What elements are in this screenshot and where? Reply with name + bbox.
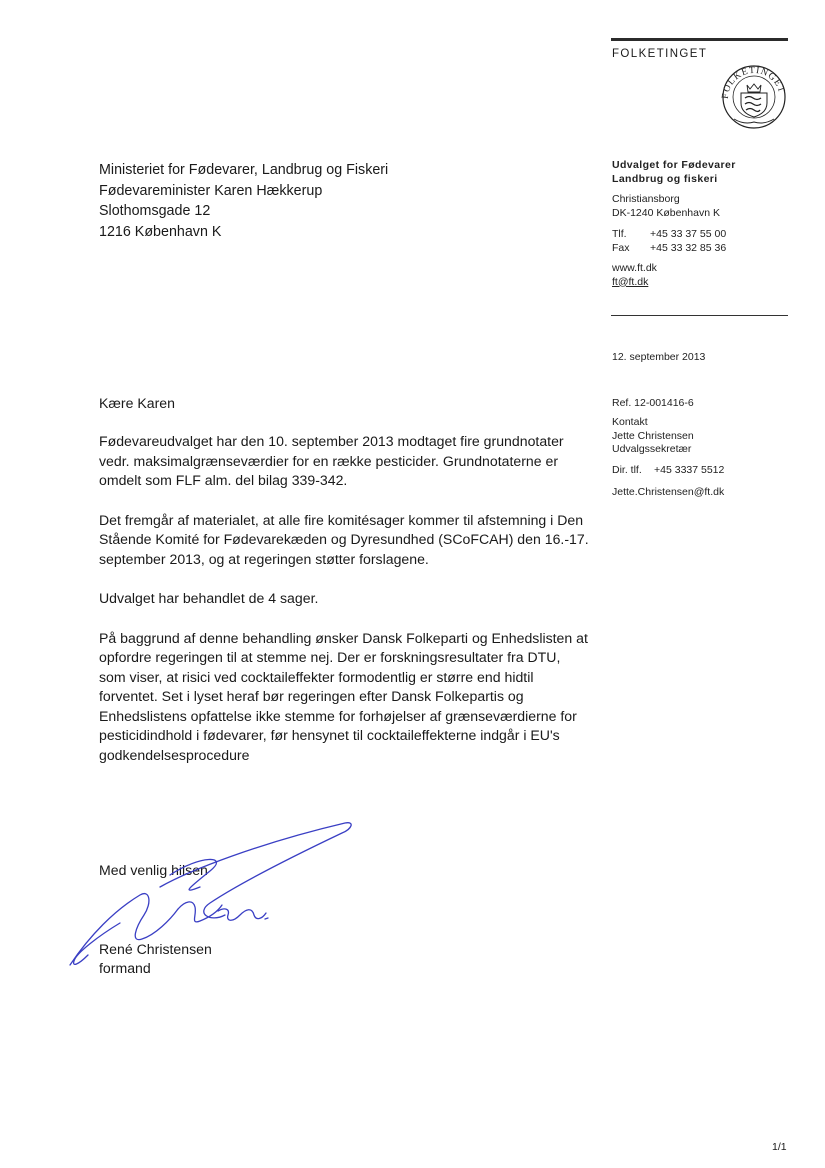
recipient-line: Ministeriet for Fødevarer, Landbrug og Fiskeri [99,162,389,178]
closing: Med venlig hilsen [99,862,208,878]
fax-line: Fax +45 33 32 85 36 [612,241,727,254]
direct-phone-line: Dir. tlf. +45 3337 5512 [612,464,725,476]
letterhead-rule [611,38,788,41]
sender-address: Christiansborg DK-1240 København K [612,193,720,219]
recipient-line: Slothomsgade 12 [99,203,211,219]
folketinget-seal-logo [719,63,789,129]
recipient-line: 1216 København K [99,223,222,240]
recipient-address [99,160,388,242]
letter-date: 12. september 2013 [612,351,706,363]
salutation: Kære Karen [99,395,175,411]
email-link[interactable]: ft@ft.dk [612,275,649,288]
phone-line: Tlf. +45 33 37 55 00 [612,228,727,240]
body-paragraph: Udvalget har behandlet de 4 sager. [99,590,319,606]
signer-title: formand [99,960,151,976]
organization-name: FOLKETINGET [612,48,708,60]
body-paragraph: Fødevareudvalget har den 10. september 2013 modtaget fire grundnotater vedr. maksimalgrænseværdier for en række pesticider. Grundnotaterne er omdelt som FLF alm. del bilag 339-342. [99,433,564,488]
body-paragraph: På baggrund af denne behandling ønsker Dansk Folkeparti og Enhedslisten at opfordre regeringen til at stemme nej. Der er forskningsresultater fra DTU, som viser, at risici ved cocktaileffekter formodentlig er større end hidtil forventet. Set i lyset heraf bør regeringen efter Dansk Folkepartis og Enhedslistens opfattelse ikke stemme for forhøjelser af grænseværdierne for pesticidindhold i fødevarer, før hensynet til cocktaileffekterne indgår i EU's godkendelsesprocedure [99,629,588,763]
committee-name: Udvalget for Fødevarer Landbrug og fiskeri [612,159,736,185]
recipient-line: Fødevareminister Karen Hækkerup [99,182,323,199]
sender-web-block [612,262,657,289]
sidebar-divider [611,315,788,316]
contact-block: Kontakt Jette Christensen Udvalgssekretær [612,416,694,455]
body-paragraph: Det fremgår af materialet, at alle fire komitésager kommer til afstemning i Den Stående Komité for Fødevarekæden og Dyresundhed (SCoFCAH) den 16.-17. september 2013, og at regeringen støtter forslagene. [99,511,589,567]
sender-phone-block [612,228,726,255]
page-number: 1/1 [772,1141,787,1153]
letter-body [99,432,589,785]
reference-number: Ref. 12-001416-6 [612,397,694,409]
website-link[interactable]: www.ft.dk [612,262,657,274]
signer-name: René Christensen [99,941,212,957]
contact-email-link[interactable]: Jette.Christensen@ft.dk [612,486,725,498]
svg-text:FOLKETINGET: FOLKETINGET [720,65,787,100]
